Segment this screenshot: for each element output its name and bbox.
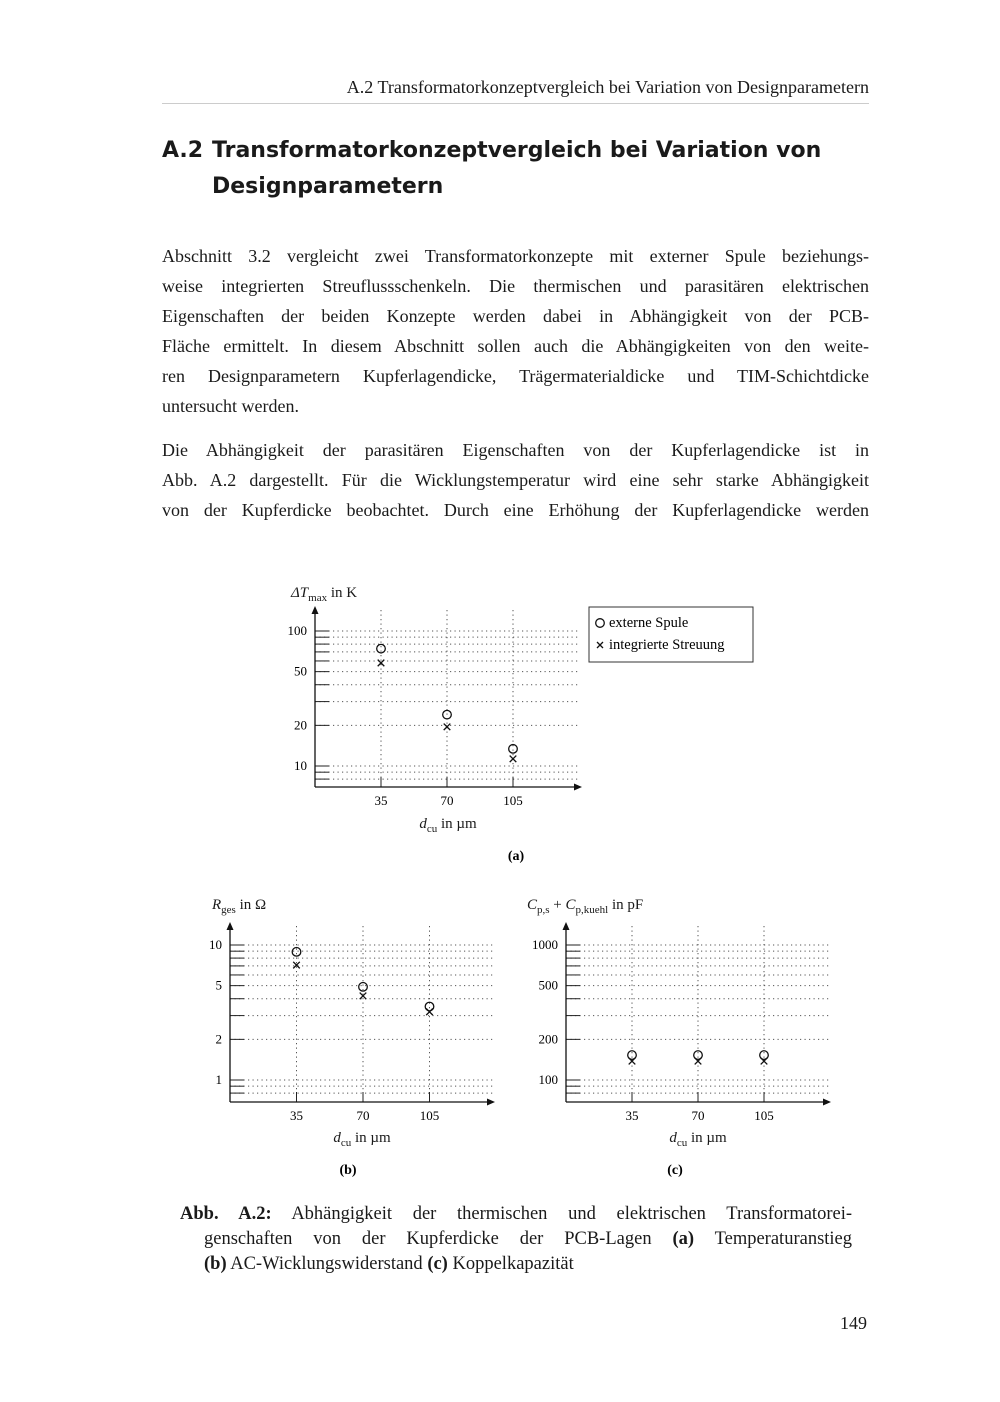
- caption-text: Koppelkapazität: [452, 1254, 574, 1274]
- y-axis-label-part: in K: [327, 585, 358, 601]
- y-tick-label: 2: [215, 1031, 222, 1047]
- marker-cross: [444, 724, 451, 731]
- y-axis-arrow: [227, 922, 234, 930]
- x-axis-label-part: in µm: [687, 1130, 727, 1146]
- legend: [589, 607, 753, 662]
- x-axis-arrow: [823, 1099, 831, 1106]
- y-axis-label-part: in pF: [608, 897, 644, 913]
- section-title: Transformatorkonzeptvergleich bei Variation von Designparametern: [212, 138, 822, 199]
- text-line: Die Abhängigkeit der parasitären Eigenschaften von der Kupferlagendicke ist in: [162, 440, 869, 460]
- text-line: von der Kupferdicke beobachtet. Durch eine Erhöhung der Kupferlagendicke werden: [162, 500, 869, 520]
- text-line: Abschnitt 3.2 vergleicht zwei Transformatorkonzepte mit externer Spule beziehungs-: [162, 246, 869, 266]
- text-line: weise integrierten Streuflussschenkeln. Die thermischen und parasitären elektrischen: [162, 276, 869, 296]
- y-tick-label: 100: [287, 623, 307, 638]
- caption-text: Temperaturanstieg: [714, 1229, 853, 1249]
- y-axis-label-part: C: [527, 897, 538, 913]
- caption-text: genschaften von der Kupferdicke der PCB-Lagen: [204, 1229, 652, 1249]
- x-tick-label: 70: [356, 1108, 370, 1123]
- caption-panel-ref: (b): [204, 1254, 227, 1274]
- y-tick-label: 500: [538, 977, 558, 993]
- chart-0: [288, 606, 754, 864]
- x-axis-label: [419, 816, 477, 835]
- x-axis-label-part: in µm: [437, 816, 477, 832]
- panel-label: (a): [507, 849, 525, 864]
- x-tick-label: 105: [503, 793, 523, 808]
- x-axis-label-part: d: [669, 1130, 677, 1146]
- y-axis-label-part: p,s: [537, 904, 550, 916]
- caption-panel-ref: (c): [427, 1254, 448, 1274]
- caption-text: Abhängigkeit der thermischen und elektrischen Transformatorei-: [291, 1204, 852, 1224]
- x-tick-label: 105: [754, 1108, 774, 1123]
- x-axis-label-part: cu: [426, 823, 438, 835]
- x-tick-label: 70: [691, 1108, 705, 1123]
- y-tick-label: 5: [215, 977, 222, 993]
- text-line: Abb. A.2 dargestellt. Für die Wicklungstemperatur wird eine sehr starke Abhängigkeit: [162, 470, 869, 490]
- y-tick-label: 100: [538, 1072, 558, 1087]
- y-tick-label: 1: [215, 1072, 222, 1087]
- text-line: Fläche ermittelt. In diesem Abschnitt sollen auch die Abhängigkeiten von den weite-: [162, 336, 869, 356]
- y-axis-arrow: [563, 922, 570, 930]
- figure-caption: [180, 1202, 852, 1277]
- x-axis-label-part: cu: [676, 1137, 688, 1149]
- caption-text: AC-Wicklungswiderstand: [230, 1254, 423, 1274]
- y-tick-label: 50: [294, 663, 307, 679]
- x-axis-label-part: d: [419, 816, 427, 832]
- y-axis-label-part: in Ω: [235, 897, 267, 913]
- x-axis-label: [333, 1130, 391, 1149]
- page-number: 149: [840, 1313, 867, 1333]
- y-axis-label: [527, 897, 643, 916]
- section-number: A.2: [162, 138, 204, 163]
- x-axis-label-part: cu: [340, 1137, 352, 1149]
- x-tick-label: 35: [374, 793, 388, 808]
- y-tick-label: 10: [209, 937, 222, 952]
- y-axis-label-part: R: [212, 897, 222, 913]
- y-axis-arrow: [312, 606, 319, 614]
- y-axis-label: [211, 897, 266, 916]
- y-axis-label: [290, 585, 357, 604]
- y-axis-label-part: +: [549, 897, 566, 913]
- legend-entry: integrierte Streuung: [609, 637, 725, 653]
- y-axis-label-part: ges: [221, 904, 236, 916]
- panel-label: (c): [667, 1163, 683, 1178]
- running-header: A.2 Transformatorkonzeptvergleich bei Variation von Designparametern: [346, 77, 869, 97]
- x-tick-label: 35: [290, 1108, 303, 1123]
- x-axis-label: [669, 1130, 727, 1149]
- y-axis-label-part: p,kuehl: [575, 904, 609, 916]
- y-tick-label: 200: [538, 1031, 558, 1047]
- caption-panel-ref: (a): [672, 1229, 695, 1249]
- y-axis-label-part: C: [565, 897, 576, 913]
- panel-label: (b): [339, 1163, 357, 1178]
- x-tick-label: 35: [625, 1108, 639, 1123]
- y-axis-label-part: max: [308, 592, 328, 604]
- x-tick-label: 105: [419, 1108, 440, 1123]
- legend-entry: externe Spule: [609, 615, 689, 631]
- y-tick-label: 20: [294, 717, 307, 733]
- text-line: Eigenschaften der beiden Konzepte werden dabei in Abhängigkeit von der PCB-: [162, 306, 869, 326]
- y-axis-label-part: ΔT: [291, 585, 309, 601]
- y-tick-label: 1000: [532, 937, 558, 952]
- x-tick-label: 70: [440, 793, 454, 808]
- x-axis-arrow: [487, 1099, 495, 1106]
- marker-cross: [510, 756, 517, 763]
- text-line: ren Designparametern Kupferlagendicke, Trägermaterialdicke und TIM-Schichtdicke: [162, 366, 869, 386]
- x-axis-label-part: d: [333, 1130, 341, 1146]
- caption-label: Abb. A.2:: [180, 1204, 272, 1224]
- marker-cross: [426, 1009, 433, 1016]
- text-line: untersucht werden.: [162, 396, 299, 416]
- y-tick-label: 10: [294, 758, 307, 773]
- x-axis-label-part: in µm: [351, 1130, 391, 1146]
- x-axis-arrow: [574, 784, 582, 791]
